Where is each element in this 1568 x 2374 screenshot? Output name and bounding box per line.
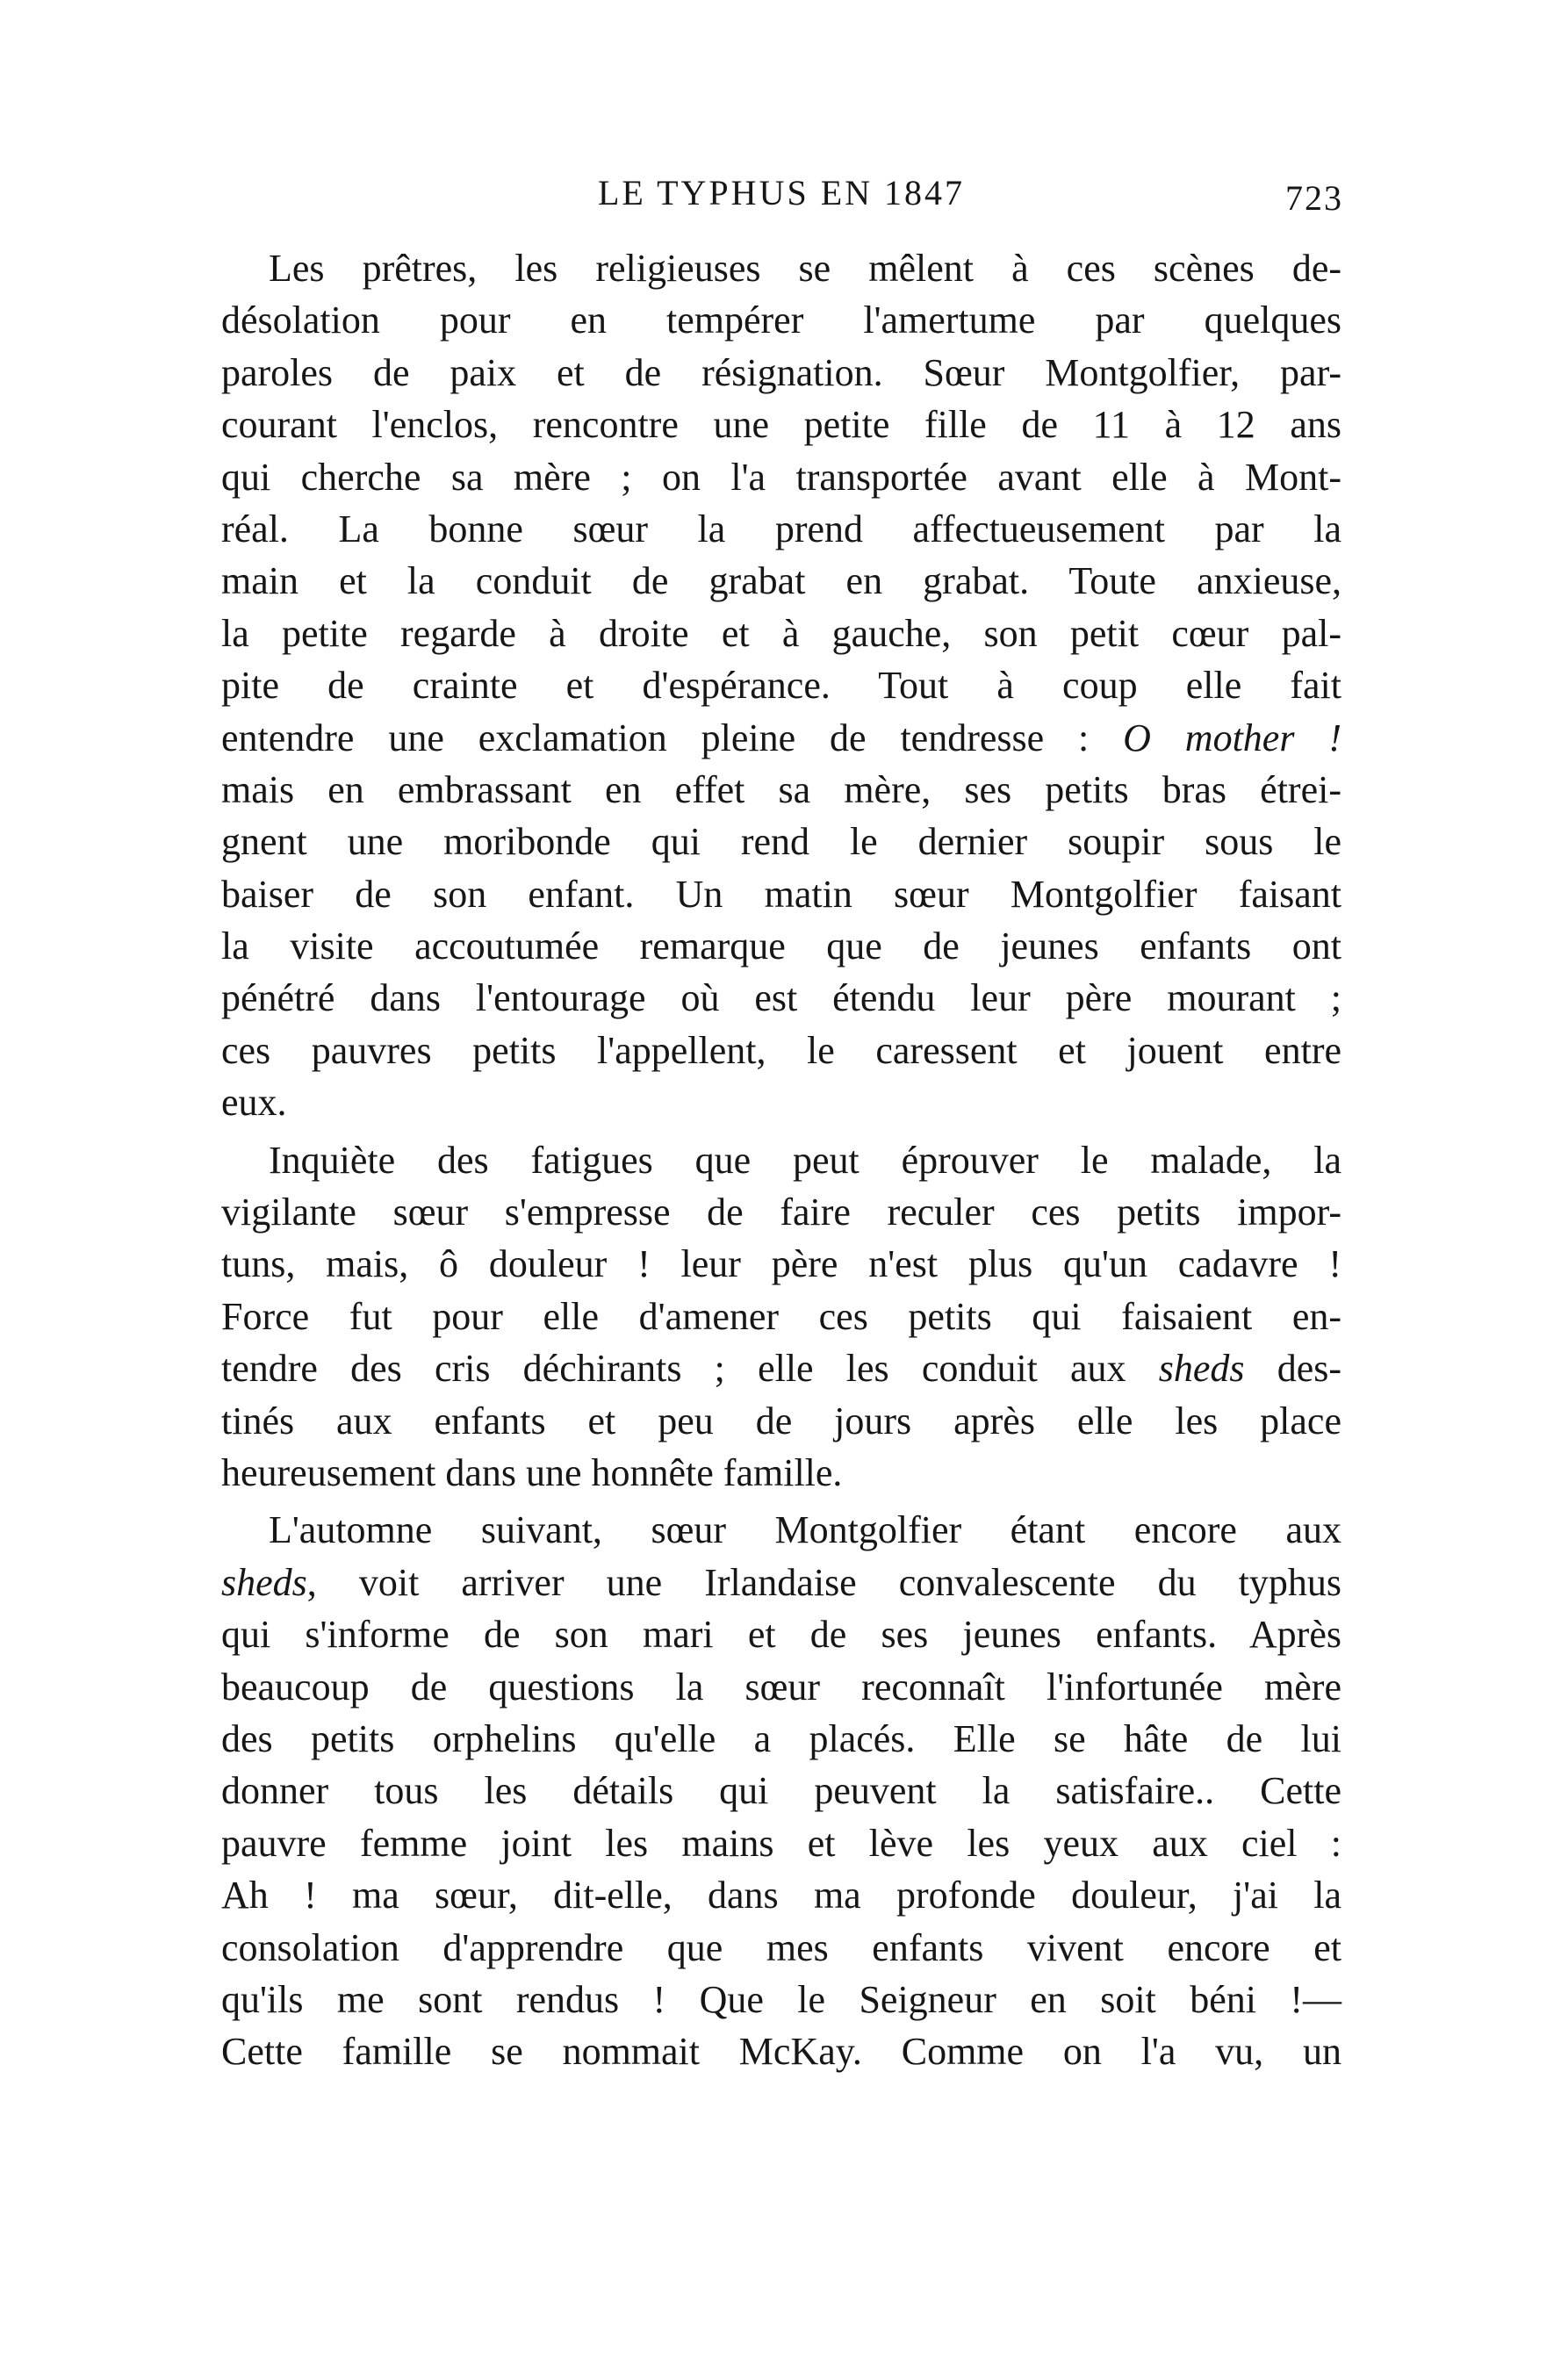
text-line: main et la conduit de grabat en grabat. Toute anxieuse, bbox=[221, 559, 1341, 603]
text-line: qu'ils me sont rendus ! Que le Seigneur en soit béni !— bbox=[221, 1977, 1341, 2021]
text-line: réal. La bonne sœur la prend affectueusement par la bbox=[221, 507, 1341, 550]
text-line: qui s'informe de son mari et de ses jeunes enfants. Après bbox=[221, 1613, 1341, 1657]
text-line: paroles de paix et de résignation. Sœur Montgolfier, par- bbox=[221, 350, 1341, 394]
text-run: tendre des cris déchirants ; elle les conduit aux bbox=[221, 1347, 1159, 1391]
text-line: eux. bbox=[221, 1081, 287, 1125]
paragraph-2 bbox=[221, 1134, 1341, 1500]
text-line: pénétré dans l'entourage où est étendu leur père mourant ; bbox=[221, 976, 1341, 1020]
text-line bbox=[221, 1342, 1341, 1394]
text-line: ces pauvres petits l'appellent, le caressent et jouent entre bbox=[221, 1028, 1341, 1072]
paragraph-1 bbox=[221, 242, 1341, 1129]
text-line bbox=[221, 712, 1341, 764]
text-line: vigilante sœur s'empresse de faire reculer ces petits impor- bbox=[221, 1191, 1341, 1234]
page-header-title: LE TYPHUS EN 1847 bbox=[597, 173, 966, 212]
text-line: baiser de son enfant. Un matin sœur Montgolfier faisant bbox=[221, 872, 1341, 916]
italic-text: sheds bbox=[221, 1560, 307, 1604]
text-line: courant l'enclos, rencontre une petite fille de 11 à 12 ans bbox=[221, 403, 1341, 447]
text-line: beaucoup de questions la sœur reconnaît l'infortunée mère bbox=[221, 1665, 1341, 1709]
text-line: tinés aux enfants et peu de jours après elle les place bbox=[221, 1399, 1341, 1442]
text-line: mais en embrassant en effet sa mère, ses petits bras étrei- bbox=[221, 767, 1341, 811]
text-line: qui cherche sa mère ; on l'a transportée avant elle à Mont- bbox=[221, 455, 1341, 499]
text-line: Ah ! ma sœur, dit-elle, dans ma profonde douleur, j'ai la bbox=[221, 1874, 1341, 1917]
text-line: la petite regarde à droite et à gauche, son petit cœur pal- bbox=[221, 611, 1341, 655]
text-line: L'automne suivant, sœur Montgolfier étant encore aux bbox=[269, 1508, 1341, 1552]
text-line: gnent une moribonde qui rend le dernier soupir sous le bbox=[221, 820, 1341, 864]
running-head bbox=[219, 172, 1343, 225]
italic-text: sheds bbox=[1158, 1347, 1245, 1391]
text-line: Les prêtres, les religieuses se mêlent à ces scènes de- bbox=[269, 247, 1341, 290]
body-text bbox=[221, 242, 1341, 2078]
text-line: Cette famille se nommait McKay. Comme on l'a vu, un bbox=[221, 2030, 1341, 2074]
text-line: heureusement dans une honnête famille. bbox=[221, 1450, 843, 1494]
text-run: entendre une exclamation pleine de tendresse : bbox=[221, 716, 1124, 759]
text-line: donner tous les détails qui peuvent la satisfaire.. Cette bbox=[221, 1769, 1341, 1813]
text-line: tuns, mais, ô douleur ! leur père n'est plus qu'un cadavre ! bbox=[221, 1242, 1341, 1286]
text-line: désolation pour en tempérer l'amertume par quelques bbox=[221, 299, 1341, 342]
text-line: pite de crainte et d'espérance. Tout à coup elle fait bbox=[221, 664, 1341, 708]
text-run: , voit arriver une Irlandaise convalescente du typhus bbox=[306, 1560, 1341, 1604]
text-line: pauvre femme joint les mains et lève les yeux aux ciel : bbox=[221, 1821, 1341, 1865]
text-line: la visite accoutumée remarque que de jeunes enfants ont bbox=[221, 924, 1341, 968]
italic-text: O mother ! bbox=[1123, 716, 1341, 759]
text-run: des- bbox=[1244, 1347, 1342, 1391]
paragraph-3 bbox=[221, 1504, 1341, 2077]
text-line: Force fut pour elle d'amener ces petits qui faisaient en- bbox=[221, 1294, 1341, 1338]
text-line bbox=[221, 1557, 1341, 1608]
text-line: des petits orphelins qu'elle a placés. Elle se hâte de lui bbox=[221, 1716, 1341, 1760]
text-line: Inquiète des fatigues que peut éprouver le malade, la bbox=[269, 1138, 1341, 1182]
text-line: consolation d'apprendre que mes enfants vivent encore et bbox=[221, 1925, 1341, 1969]
page-number: 723 bbox=[1285, 178, 1343, 218]
